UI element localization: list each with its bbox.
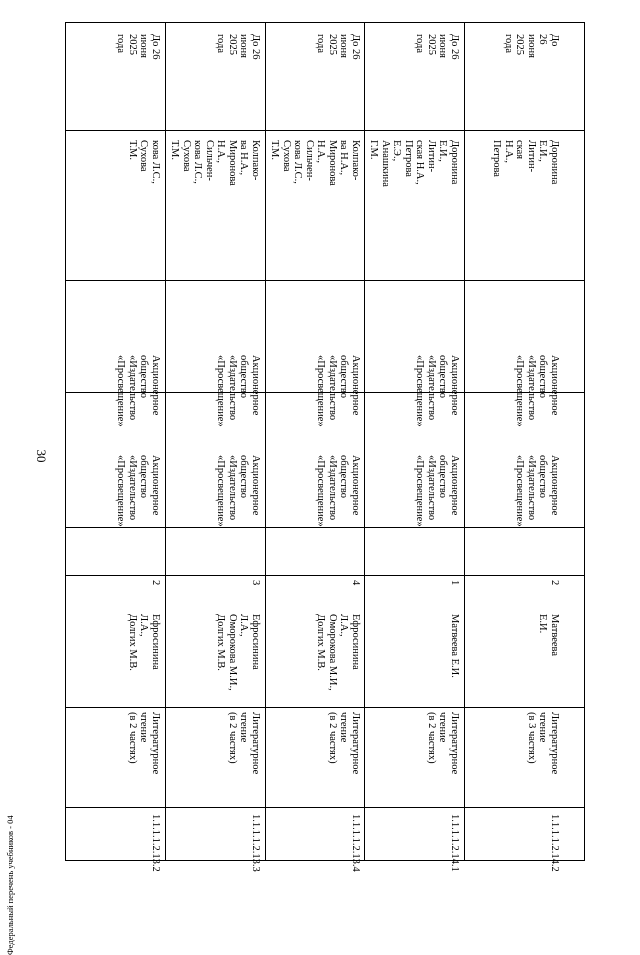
row-4-editors: Доронина Е.И., Литин- ская Н.А., Петрова Е.Э., Анашкина Г.М. [368,140,460,187]
column-rule [65,575,585,576]
row-4-deadline: До 26 июня 2025 года [414,34,460,60]
row-1-grade: 2 [150,580,161,586]
row-2-publisher: Акционерное общество «Издательство «Просвещение» [215,455,261,527]
column-rule [65,22,585,23]
row-2-editors: Колпако- ва Н.А., Миронова Н.А., Сильчен- кова Л.С., Сухова Т.М. [169,140,261,186]
row-4-code: 1.1.1.1.2.14.1 [449,814,460,872]
column-rule [65,707,585,708]
row-2-code: 1.1.1.1.2.13.3 [250,814,261,872]
row-5-subject: Литературное чтение (в 3 частях) [526,712,560,775]
row-2-authors: Ефросинина Л.А., Оморокова М.И., Долгих М.В. [215,614,261,691]
row-3-deadline: До 26 июня 2025 года [315,34,361,60]
row-5-authors: Матвеева Е.И. [537,614,560,657]
row-4-subject: Литературное чтение (в 2 частях) [426,712,460,775]
row-1-editors: кова Л.С., Сухова Т.М. [127,140,161,184]
row-rule [364,22,365,860]
row-3-publisher2: Акционерное общество «Издательство «Просвещение» [315,355,361,427]
row-3-authors: Ефросинина Л.А., Оморокова М.И., Долгих М.В. [315,614,361,691]
page-number: 30 [34,449,49,463]
row-5-publisher: Акционерное общество «Издательство «Просвещение» [514,455,560,527]
row-5-deadline: До 26 июня 2025 года [503,34,560,58]
row-4-grade: 1 [449,580,460,586]
row-rule [165,22,166,860]
row-5-editors: Доронина Е.И., Литин- ская Н.А., Петрова [491,140,560,185]
column-rule [65,860,585,861]
column-rule [65,280,585,281]
row-1-deadline: До 26 июня 2025 года [115,34,161,60]
row-1-code: 1.1.1.1.2.13.2 [150,814,161,872]
row-1-publisher2: Акционерное общество «Издательство «Просвещение» [115,355,161,427]
row-1-publisher: Акционерное общество «Издательство «Просвещение» [115,455,161,527]
column-rule [65,807,585,808]
column-rule [65,527,585,528]
textbook-table [65,22,585,872]
footer-note: Федеральный перечень учебников - 04 [5,815,15,955]
row-5-publisher2: Акционерное общество «Издательство «Просвещение» [514,355,560,427]
row-2-deadline: До 26 июня 2025 года [215,34,261,60]
row-1-authors: Ефросинина Л.А., Долгих М.В. [127,614,161,671]
row-5-code: 1.1.1.1.2.14.2 [549,814,560,872]
row-3-editors: Колпако- ва Н.А., Миронова Н.А., Сильчен- кова Л.С., Сухова Т.М. [269,140,361,186]
row-4-authors: Матвеева Е.И. [449,614,460,678]
row-2-subject: Литературное чтение (в 2 частях) [227,712,261,775]
row-rule [265,22,266,860]
row-rule [464,22,465,860]
column-rule [65,130,585,131]
row-1-subject: Литературное чтение (в 2 частях) [127,712,161,775]
row-3-grade: 4 [350,580,361,586]
row-2-publisher2: Акционерное общество «Издательство «Просвещение» [215,355,261,427]
row-4-publisher: Акционерное общество «Издательство «Просвещение» [414,455,460,527]
row-3-code: 1.1.1.1.2.13.4 [350,814,361,872]
row-4-publisher2: Акционерное общество «Издательство «Просвещение» [414,355,460,427]
row-3-publisher: Акционерное общество «Издательство «Просвещение» [315,455,361,527]
row-2-grade: 3 [250,580,261,586]
row-3-subject: Литературное чтение (в 2 частях) [327,712,361,775]
row-5-grade: 2 [549,580,560,586]
